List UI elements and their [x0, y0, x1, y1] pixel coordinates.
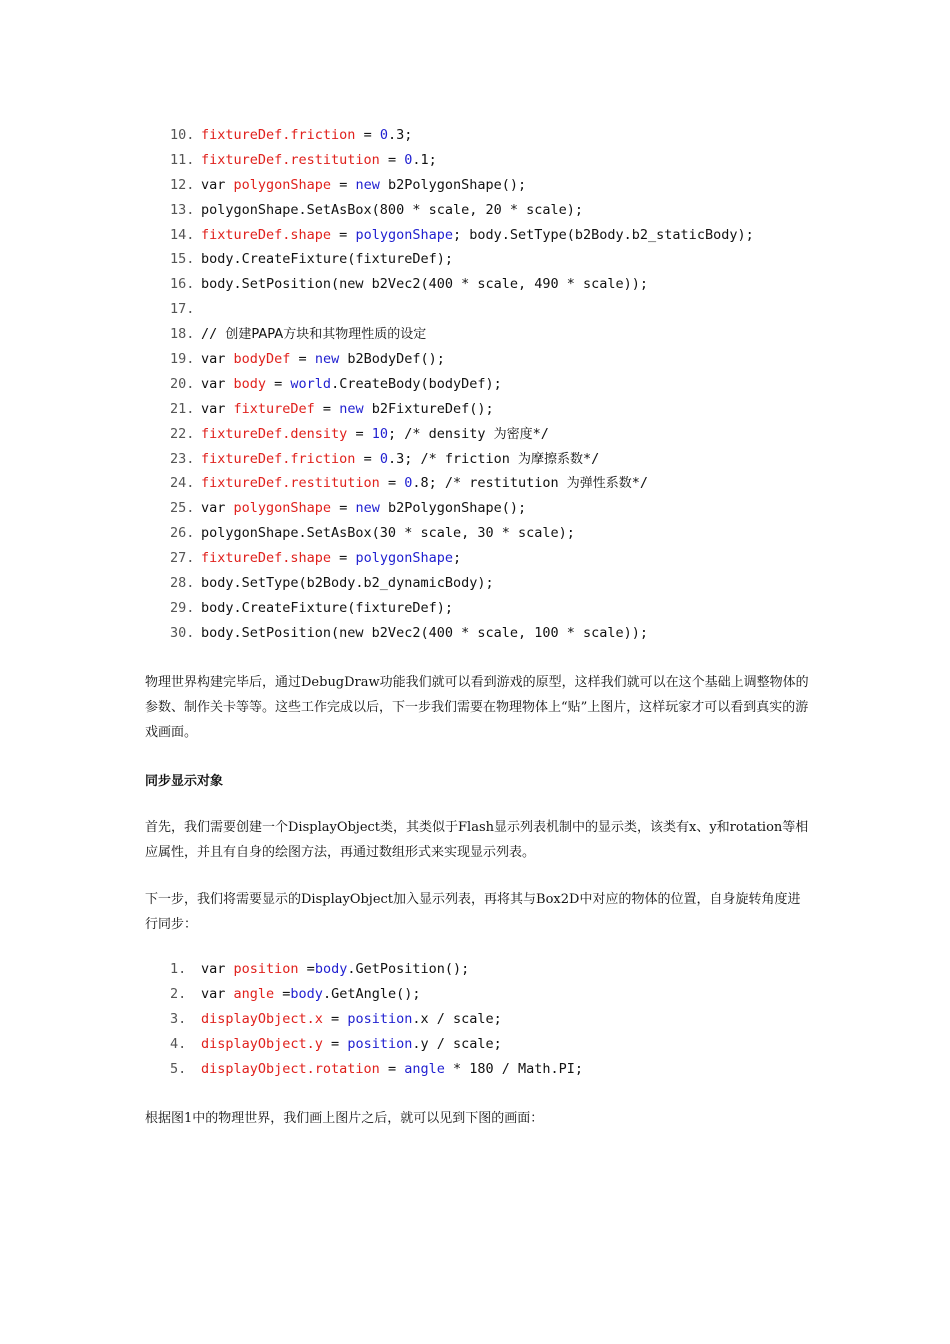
code-line [170, 1032, 583, 1057]
line-number: 17. [170, 301, 195, 318]
code-token: displayObject.x [201, 1010, 323, 1027]
code-line [170, 223, 754, 248]
code-token: 0 [379, 450, 388, 467]
code-token: 0 [404, 151, 413, 168]
line-number: 20. [170, 375, 195, 392]
code-token: polygonShape [233, 176, 332, 193]
code-token: = [290, 351, 315, 368]
code-token: fixtureDef.restitution [201, 475, 380, 492]
code-token: polygonShape [355, 226, 453, 243]
line-number: 28. [170, 575, 195, 592]
code-token: new [339, 400, 364, 417]
code-token: = [298, 961, 315, 977]
code-line [170, 982, 583, 1007]
code-token: fixtureDef.shape [201, 550, 332, 567]
code-token: body [314, 961, 348, 977]
code-line [170, 1057, 583, 1082]
code-token: new [314, 351, 340, 368]
code-line [170, 247, 754, 272]
code-token: var [201, 375, 234, 392]
code-token: ; body.SetType(b2Body.b2_staticBody); [452, 226, 754, 243]
code-token: new [355, 500, 380, 517]
code-token: .8; /* restitution [412, 475, 567, 492]
code-line [170, 322, 754, 347]
code-token: = [379, 1060, 405, 1077]
code-token: 为摩擦系数 [518, 451, 584, 467]
code-token: 10 [371, 425, 388, 442]
line-number: 4. [170, 1035, 187, 1052]
code-block-sync [170, 957, 583, 1081]
code-token: bodyDef [233, 351, 291, 368]
paragraph-figure-ref: 根据图1中的物理世界，我们画上图片之后，就可以见到下图的画面： [145, 1111, 544, 1126]
code-line [170, 148, 754, 173]
code-token: = [274, 985, 291, 1002]
paragraph-debugdraw: 物理世界构建完毕后，通过DebugDraw功能我们就可以看到游戏的原型，这样我们就可以在这个基础上调整物体的参数、制作关卡等等。这些工作完成以后，下一步我们需要在物理物体上“贴”上图片，这样玩家才可以看到真实的游戏画面。 [145, 675, 809, 740]
code-token: = [331, 226, 356, 243]
code-token: = [331, 500, 356, 517]
code-token: angle [404, 1060, 445, 1077]
code-token: = [379, 151, 405, 168]
code-token: world [290, 375, 332, 392]
code-token: new [355, 176, 380, 193]
code-token: body.SetType(b2Body.b2_dynamicBody); [201, 575, 494, 592]
code-token: */ [532, 425, 549, 442]
code-line [170, 521, 754, 546]
line-number: 5. [170, 1060, 187, 1077]
code-token: polygonShape [233, 500, 332, 517]
line-number: 10. [170, 127, 195, 143]
line-number: 25. [170, 500, 195, 517]
code-token: b2PolygonShape(); [379, 500, 527, 517]
line-number: 15. [170, 251, 195, 268]
code-token: displayObject.y [201, 1035, 323, 1052]
code-line [170, 596, 754, 621]
code-token: position [347, 1035, 413, 1052]
code-line [170, 297, 754, 322]
code-line [170, 496, 754, 521]
code-token: = [314, 400, 340, 417]
code-token: var [201, 500, 234, 517]
code-token: body.CreateFixture(fixtureDef); [201, 599, 453, 616]
code-token: position [233, 961, 299, 977]
code-token: body.SetPosition(new b2Vec2(400 * scale, 490 * scale)); [201, 276, 649, 293]
line-number: 29. [170, 599, 195, 616]
code-token: displayObject.rotation [201, 1060, 380, 1077]
code-token: .1; [412, 151, 437, 168]
line-number: 3. [170, 1010, 187, 1027]
line-number: 27. [170, 550, 195, 567]
code-line [170, 347, 754, 372]
code-token: fixtureDef.density [201, 425, 348, 442]
paragraph-displayobject: 首先，我们需要创建一个DisplayObject类，其类似于Flash显示列表机制中的显示类，该类有x、y和rotation等相应属性，并且有自身的绘图方法，再通过数组形式来实现显示列表。 [145, 820, 809, 860]
line-number: 24. [170, 475, 195, 492]
code-token: .GetAngle(); [322, 985, 421, 1002]
code-token: var [201, 400, 234, 417]
line-number: 30. [170, 624, 195, 641]
code-token: fixtureDef [233, 400, 315, 417]
code-line [170, 957, 583, 982]
code-token: 创建PAPA方块和其物理性质的设定 [225, 327, 427, 343]
code-token: b2PolygonShape(); [379, 176, 527, 193]
code-token: fixtureDef.shape [201, 226, 332, 243]
line-number: 22. [170, 425, 195, 442]
code-token: = [331, 550, 356, 567]
line-number: 23. [170, 450, 195, 467]
code-token: = [322, 1035, 348, 1052]
code-token: .y / scale; [412, 1035, 502, 1052]
code-token: position [347, 1010, 413, 1027]
code-line [170, 272, 754, 297]
code-line [170, 198, 754, 223]
code-line [170, 571, 754, 596]
code-token: fixtureDef.friction [201, 127, 356, 143]
code-token: 为密度 [493, 426, 533, 442]
line-number: 18. [170, 326, 195, 343]
section-heading: 同步显示对象 [145, 774, 224, 789]
code-token: 0 [404, 475, 413, 492]
line-number: 14. [170, 226, 195, 243]
code-line [170, 397, 754, 422]
code-token: = [355, 450, 380, 467]
code-token: polygonShape.SetAsBox(30 * scale, 30 * scale); [201, 525, 575, 542]
code-token: = [355, 127, 380, 143]
code-line [170, 447, 754, 472]
line-number: 16. [170, 276, 195, 293]
code-token: ; [452, 550, 462, 567]
line-number: 12. [170, 176, 195, 193]
code-token: polygonShape.SetAsBox(800 * scale, 20 * scale); [201, 201, 584, 218]
code-token: 0 [379, 127, 388, 143]
line-number: 21. [170, 400, 195, 417]
line-number: 2. [170, 985, 187, 1002]
code-token: fixtureDef.restitution [201, 151, 380, 168]
code-token: body.CreateFixture(fixtureDef); [201, 251, 453, 268]
line-number: 13. [170, 201, 195, 218]
code-token: .x / scale; [412, 1010, 502, 1027]
paragraph-sync: 下一步，我们将需要显示的DisplayObject加入显示列表，再将其与Box2D中对应的物体的位置，自身旋转角度进行同步： [145, 892, 801, 932]
code-token: var [201, 176, 234, 193]
code-line [170, 546, 754, 571]
code-token: = [331, 176, 356, 193]
code-line [170, 173, 754, 198]
code-token: * 180 / Math.PI; [444, 1060, 584, 1077]
code-token: fixtureDef.friction [201, 450, 356, 467]
line-number: 26. [170, 525, 195, 542]
code-token: var [201, 961, 234, 977]
code-line [170, 422, 754, 447]
code-line [170, 123, 754, 148]
code-token: body [233, 375, 267, 392]
code-line [170, 471, 754, 496]
code-line [170, 1007, 583, 1032]
code-token: = [322, 1010, 348, 1027]
code-token: */ [583, 450, 600, 467]
code-token: .GetPosition(); [347, 961, 470, 977]
line-number: 19. [170, 351, 195, 368]
code-token: */ [631, 475, 649, 492]
code-token: = [379, 475, 405, 492]
code-token: .3; /* friction [387, 450, 519, 467]
code-token: body.SetPosition(new b2Vec2(400 * scale, 100 * scale)); [201, 624, 649, 641]
code-token: 为弹性系数 [566, 476, 632, 492]
code-token: = [347, 425, 372, 442]
code-token: .3; [387, 127, 413, 143]
code-token: // [201, 326, 226, 343]
code-token: .CreateBody(bodyDef); [331, 375, 502, 392]
code-token: b2FixtureDef(); [363, 400, 494, 417]
code-token: b2BodyDef(); [339, 351, 445, 368]
code-token: var [201, 351, 234, 368]
code-token: var [201, 985, 234, 1002]
code-block-physics-setup [170, 123, 754, 646]
code-token: body [290, 985, 323, 1002]
line-number: 1. [170, 961, 187, 977]
code-token: ; /* density [387, 425, 494, 442]
code-line [170, 621, 754, 646]
line-number: 11. [170, 151, 195, 168]
code-line [170, 372, 754, 397]
code-token: polygonShape [355, 550, 453, 567]
code-token: angle [233, 985, 275, 1002]
code-token: = [266, 375, 291, 392]
